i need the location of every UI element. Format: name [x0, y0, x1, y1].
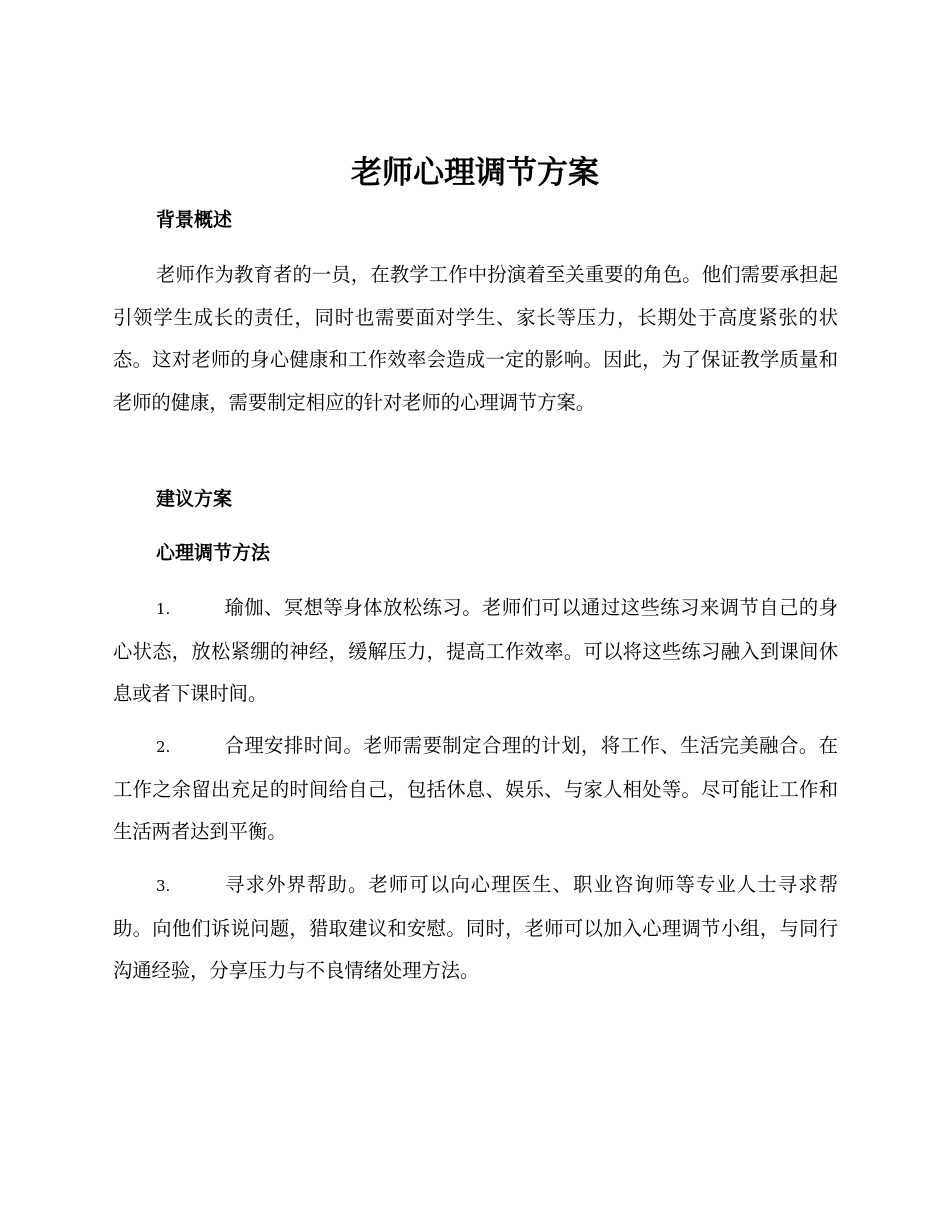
background-paragraph: 老师作为教育者的一员，在教学工作中扮演着至关重要的角色。他们需要承担起引领学生成长的责任，同时也需要面对学生、家长等压力，长期处于高度紧张的状态。这对老师的身心健康和工作效率会造成一定的影响。因此，为了保证教学质量和老师的健康，需要制定相应的针对老师的心理调节方案。	[113, 263, 838, 414]
list-item	[113, 725, 838, 854]
list-item-number: 3.	[156, 877, 171, 895]
page-title: 老师心理调节方案	[351, 155, 599, 191]
list-item	[113, 587, 838, 716]
list-item-number: 2.	[156, 738, 171, 756]
list-item-text: 寻求外界帮助。老师可以向心理医生、职业咨询师等专业人士寻求帮助。向他们诉说问题，猎取建议和安慰。同时，老师可以加入心理调节小组，与同行沟通经验，分享压力与不良情绪处理方法。	[113, 873, 838, 982]
section-heading-methods: 心理调节方法	[156, 542, 271, 564]
list-item-number: 1.	[156, 600, 171, 618]
list-item-text: 瑜伽、冥想等身体放松练习。老师们可以通过这些练习来调节自己的身心状态，放松紧绷的神经，缓解压力，提高工作效率。可以将这些练习融入到课间休息或者下课时间。	[113, 596, 838, 705]
list-item-text: 合理安排时间。老师需要制定合理的计划，将工作、生活完美融合。在工作之余留出充足的时间给自己，包括休息、娱乐、与家人相处等。尽可能让工作和生活两者达到平衡。	[113, 734, 838, 843]
section-heading-proposal: 建议方案	[156, 488, 233, 510]
list-item	[113, 864, 838, 993]
section-heading-background: 背景概述	[156, 209, 233, 231]
